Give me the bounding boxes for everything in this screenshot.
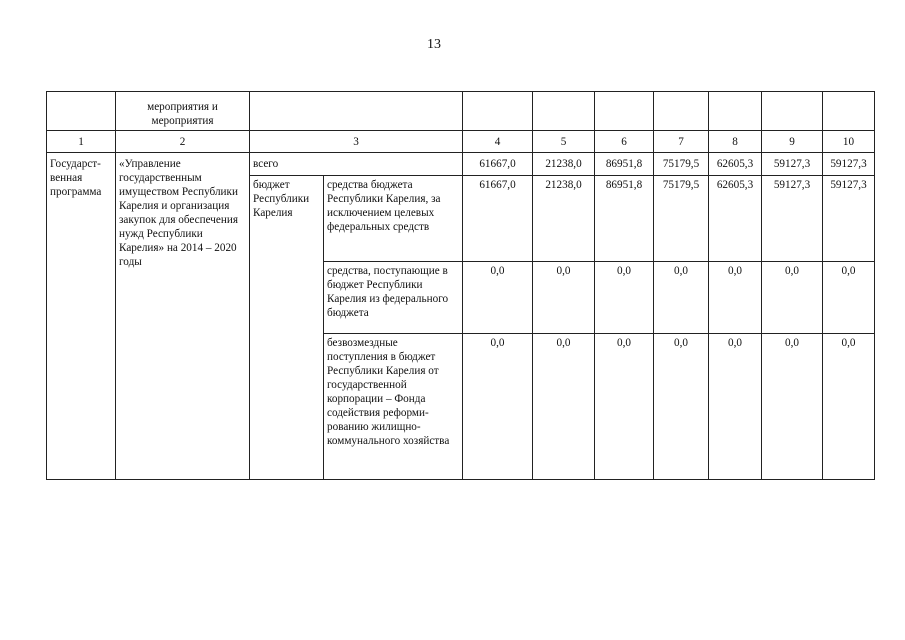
total-label: всего xyxy=(250,153,463,176)
column-number: 1 xyxy=(47,131,116,153)
value-cell: 0,0 xyxy=(654,262,709,334)
value-cell: 75179,5 xyxy=(654,153,709,176)
value-cell: 0,0 xyxy=(463,334,533,480)
program-type-cell: Государст-венная программа xyxy=(47,153,116,480)
column-number: 10 xyxy=(823,131,875,153)
value-cell: 0,0 xyxy=(762,334,823,480)
value-cell: 0,0 xyxy=(595,262,654,334)
column-number: 2 xyxy=(116,131,250,153)
value-cell: 59127,3 xyxy=(762,153,823,176)
column-number-row xyxy=(47,131,875,153)
header-cell-4 xyxy=(463,92,533,131)
page-number: 13 xyxy=(427,37,441,52)
budget-table xyxy=(46,91,875,480)
value-cell: 0,0 xyxy=(654,334,709,480)
header-cell-5 xyxy=(533,92,595,131)
header-cell-1 xyxy=(47,92,116,131)
row-label: средства бюджета Республики Карелия, за исключением целевых федеральных средств xyxy=(324,176,463,262)
value-cell: 0,0 xyxy=(533,334,595,480)
value-cell: 0,0 xyxy=(533,262,595,334)
column-number: 9 xyxy=(762,131,823,153)
column-number: 7 xyxy=(654,131,709,153)
value-cell: 75179,5 xyxy=(654,176,709,262)
header-cell-10 xyxy=(823,92,875,131)
value-cell: 59127,3 xyxy=(762,176,823,262)
table-row-total xyxy=(47,153,875,176)
value-cell: 0,0 xyxy=(823,334,875,480)
row-label: средства, поступающие в бюджет Республики Карелия из федерального бюджета xyxy=(324,262,463,334)
header-row-continuation xyxy=(47,92,875,131)
program-name-cell: «Управление государственным имуществом Республики Карелия и организация закупок для обеспечения нужд Республики Карелия» на 2014 – 2020 годы xyxy=(116,153,250,480)
value-cell: 61667,0 xyxy=(463,153,533,176)
value-cell: 59127,3 xyxy=(823,176,875,262)
value-cell: 59127,3 xyxy=(823,153,875,176)
header-cell-3 xyxy=(250,92,463,131)
value-cell: 21238,0 xyxy=(533,176,595,262)
header-cell-6 xyxy=(595,92,654,131)
value-cell: 21238,0 xyxy=(533,153,595,176)
value-cell: 0,0 xyxy=(823,262,875,334)
header-cell-7 xyxy=(654,92,709,131)
header-cell-9 xyxy=(762,92,823,131)
column-number: 5 xyxy=(533,131,595,153)
column-number: 6 xyxy=(595,131,654,153)
header-cell-8 xyxy=(709,92,762,131)
value-cell: 61667,0 xyxy=(463,176,533,262)
header-cell-2: мероприятия и мероприятия xyxy=(116,92,250,131)
value-cell: 62605,3 xyxy=(709,153,762,176)
value-cell: 0,0 xyxy=(463,262,533,334)
column-number: 3 xyxy=(250,131,463,153)
value-cell: 0,0 xyxy=(709,262,762,334)
value-cell: 0,0 xyxy=(762,262,823,334)
column-number: 8 xyxy=(709,131,762,153)
value-cell: 0,0 xyxy=(595,334,654,480)
value-cell: 62605,3 xyxy=(709,176,762,262)
row-label: безвозмездные поступления в бюджет Республики Карелия от государственной корпорации – Фонда содействия реформи-рованию жилищно-коммунального хозяйства xyxy=(324,334,463,480)
value-cell: 0,0 xyxy=(709,334,762,480)
budget-group-cell: бюджет Республики Карелия xyxy=(250,176,324,480)
value-cell: 86951,8 xyxy=(595,176,654,262)
value-cell: 86951,8 xyxy=(595,153,654,176)
column-number: 4 xyxy=(463,131,533,153)
